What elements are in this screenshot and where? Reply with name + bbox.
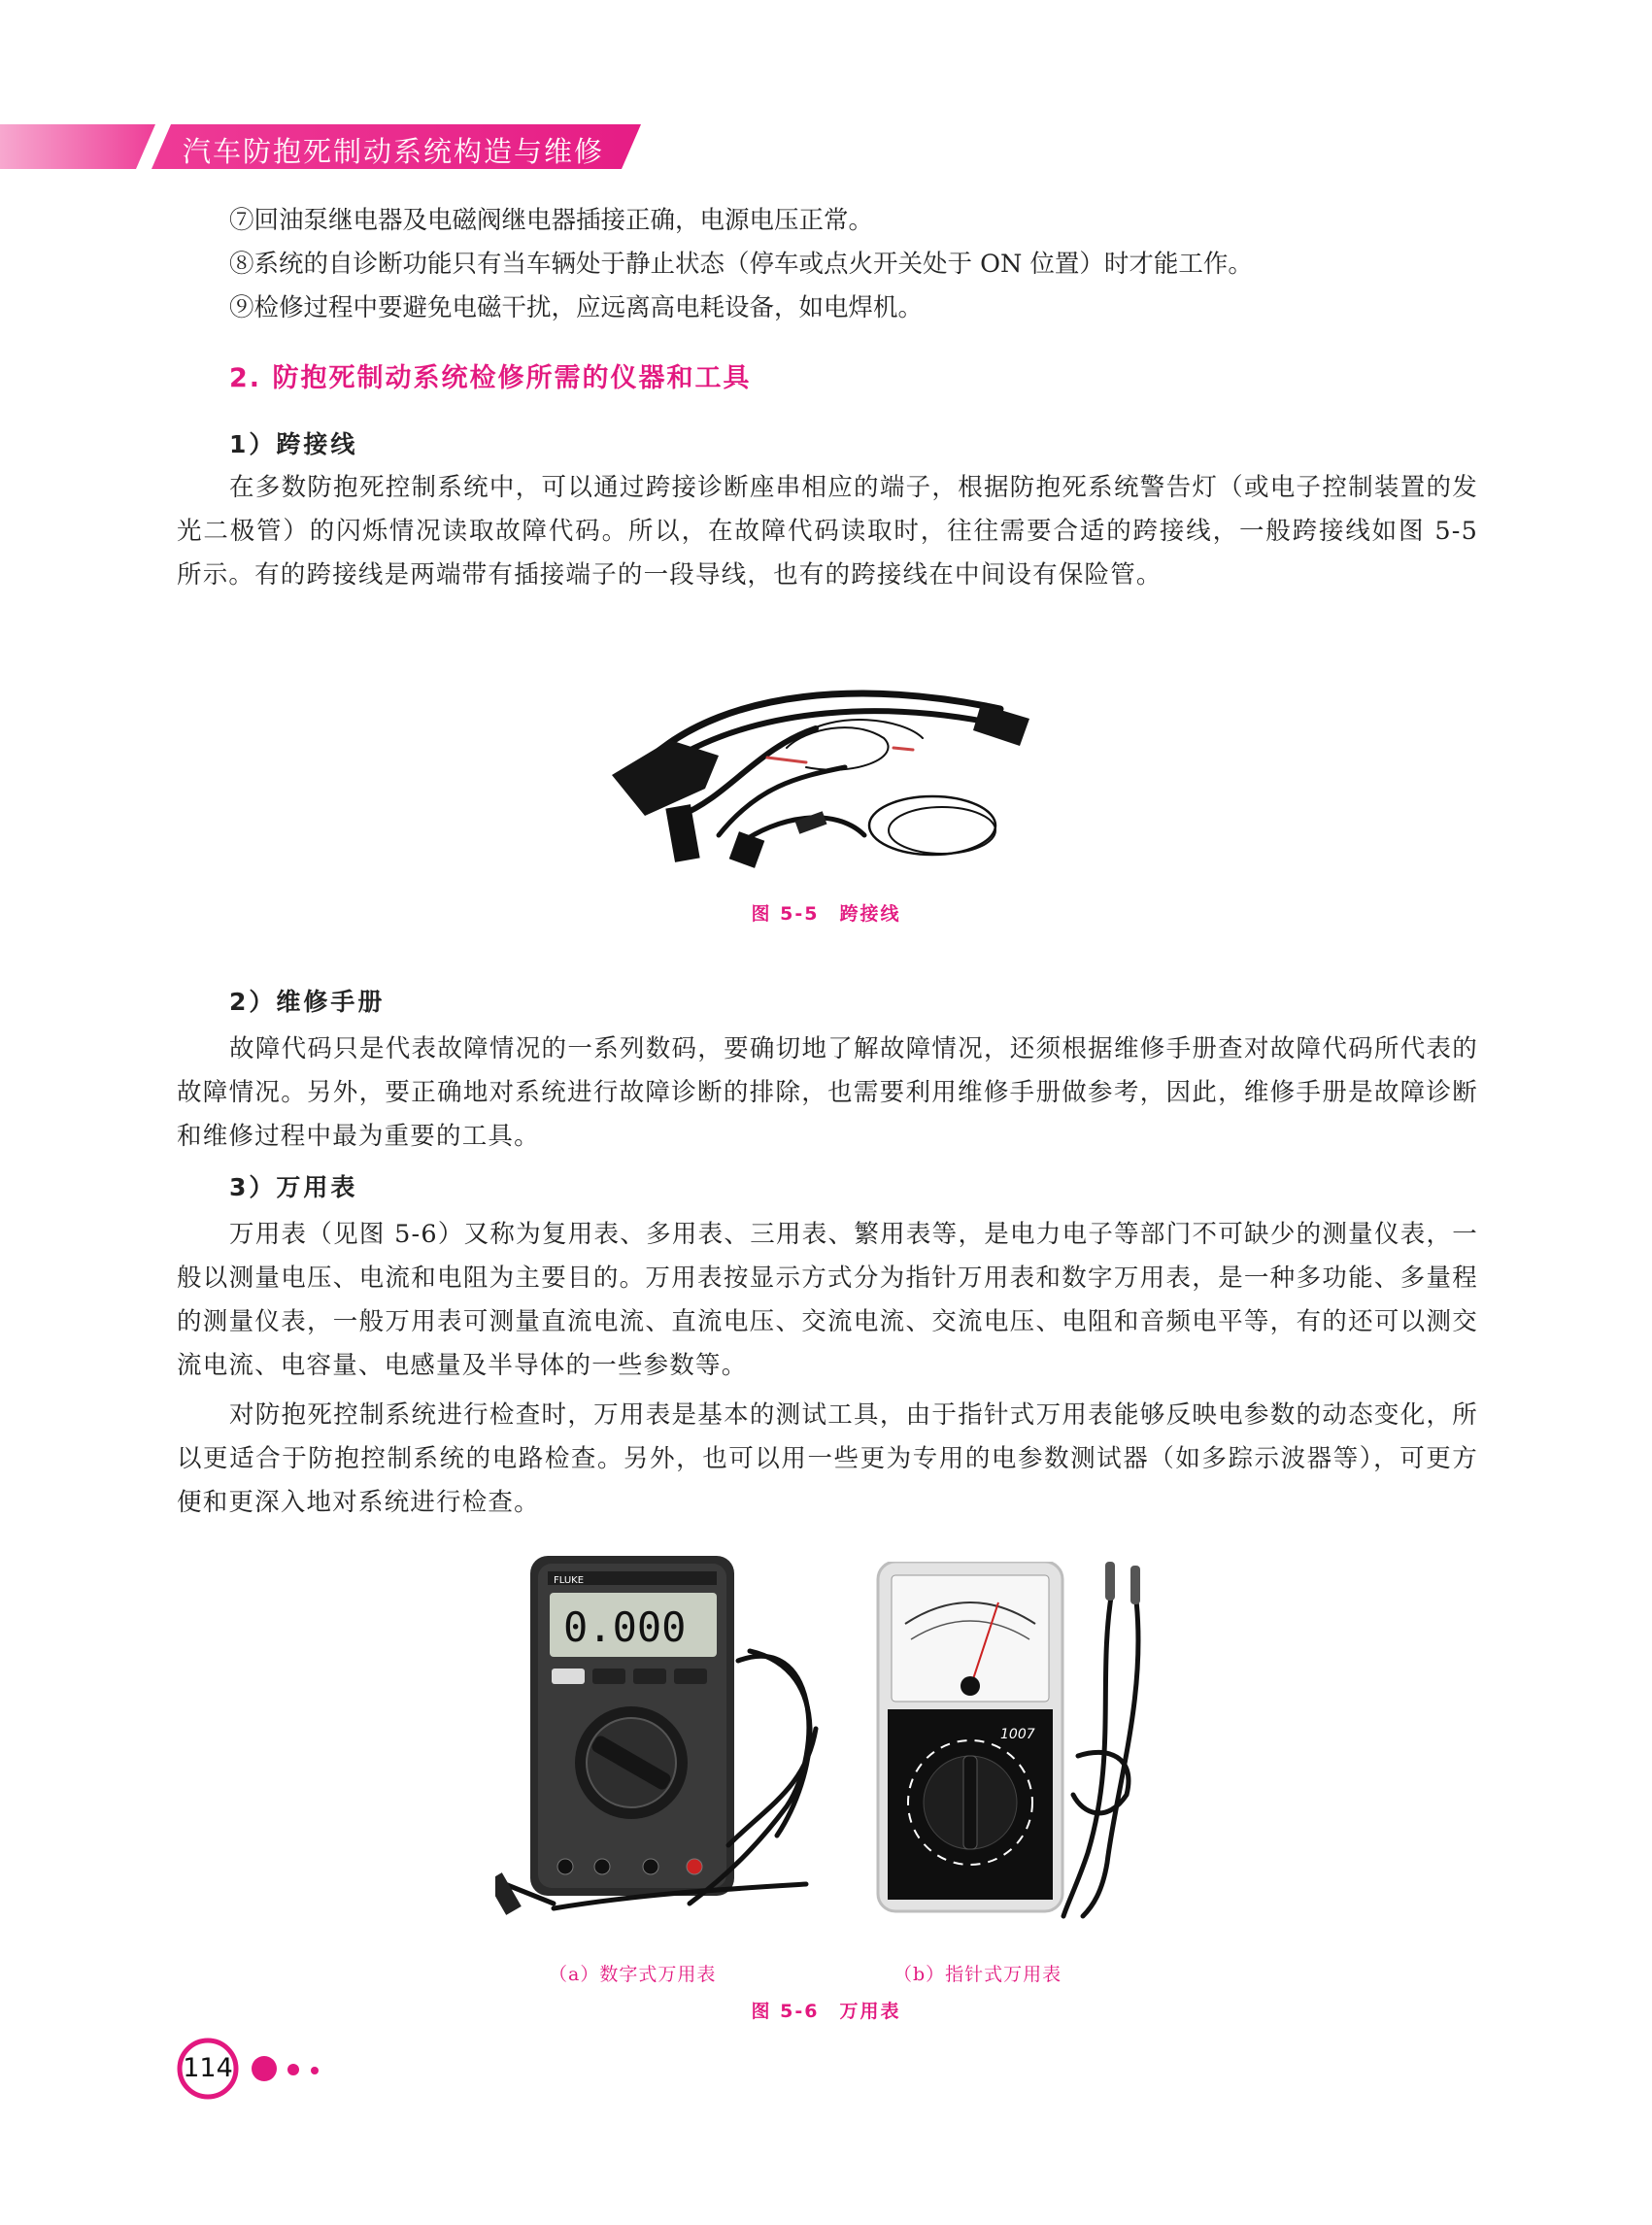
paragraph-multimeter-1: 万用表（见图 5-6）又称为复用表、多用表、三用表、繁用表等，是电力电子等部门不可缺少的测量仪表，一般以测量电压、电流和电阻为主要目的。万用表按显示方式分为指针万用表和数字万用表，是一种多功能、多量程的测量仪表，一般万用表可测量直流电流、直流电压、交流电流、交流电压、电阻和音频电平等，有的还可以测交流电流、电容量、电感量及半导体的一些参数等。 (177, 1220, 1478, 1380)
figure-caption-5-6: 图 5-6 万用表 (751, 2001, 901, 2022)
paragraph-jumper: 在多数防抱死控制系统中，可以通过跨接诊断座串相应的端子，根据防抱死系统警告灯（或电子控制装置的发光二极管）的闪烁情况读取故障代码。所以，在故障代码读取时，往往需要合适的跨接线，一般跨接线如图 5-5 所示。有的跨接线是两端带有插接端子的一段导线，也有的跨接线在中间设有保险管。 (177, 473, 1478, 590)
list-item: ⑨检修过程中要避免电磁干扰，应远离高电耗设备，如电焊机。 (229, 293, 924, 322)
digital-multimeter-image (495, 1554, 855, 1942)
list-item: ⑦回油泵继电器及电磁阀继电器插接正确，电源电压正常。 (229, 206, 874, 235)
analog-model-label: 1007 (1000, 1727, 1035, 1742)
paragraph-manual: 故障代码只是代表故障情况的一系列数码，要确切地了解故障情况，还须根据维修手册查对故障代码所代表的故障情况。另外，要正确地对系统进行故障诊断的排除，也需要利用维修手册做参考，因此，维修手册是故障诊断和维修过程中最为重要的工具。 (177, 1034, 1478, 1151)
figure-caption-5-5: 图 5-5 跨接线 (751, 903, 901, 925)
zero-adjust-knob (961, 1676, 980, 1696)
subsection-heading-jumper: 1）跨接线 (229, 430, 358, 458)
paragraph-multimeter-2: 对防抱死控制系统进行检查时，万用表是基本的测试工具，由于指针式万用表能够反映电参数的动态变化，所以更适合于防抱控制系统的电路检查。另外，也可以用一些更为专用的电参数测试器（如多踪示波器等），可更方便和更深入地对系统进行检查。 (177, 1400, 1478, 1517)
subsection-heading-manual: 2）维修手册 (229, 988, 386, 1016)
analog-multimeter-image (874, 1562, 1165, 1921)
lcd-reading: 0.000 (563, 1603, 687, 1651)
section-heading: 2. 防抱死制动系统检修所需的仪器和工具 (229, 363, 752, 393)
page-number: 114 (183, 2053, 233, 2083)
page-body-continued (177, 981, 1478, 1525)
list-item: ⑧系统的自诊断功能只有当车辆处于静止状态（停车或点火开关处于 ON 位置）时才能工作。 (229, 250, 1253, 279)
page-body (177, 199, 1478, 597)
subcaption-digital: （a）数字式万用表 (549, 1964, 717, 1985)
multimeter-brand: FLUKE (554, 1575, 585, 1586)
running-header (0, 124, 641, 169)
subsection-heading-multimeter: 3）万用表 (229, 1173, 358, 1201)
header-title: 汽车防抱死制动系统构造与维修 (183, 135, 605, 168)
subcaption-analog: （b）指针式万用表 (893, 1964, 1062, 1985)
jumper-wire-image (612, 670, 1029, 874)
